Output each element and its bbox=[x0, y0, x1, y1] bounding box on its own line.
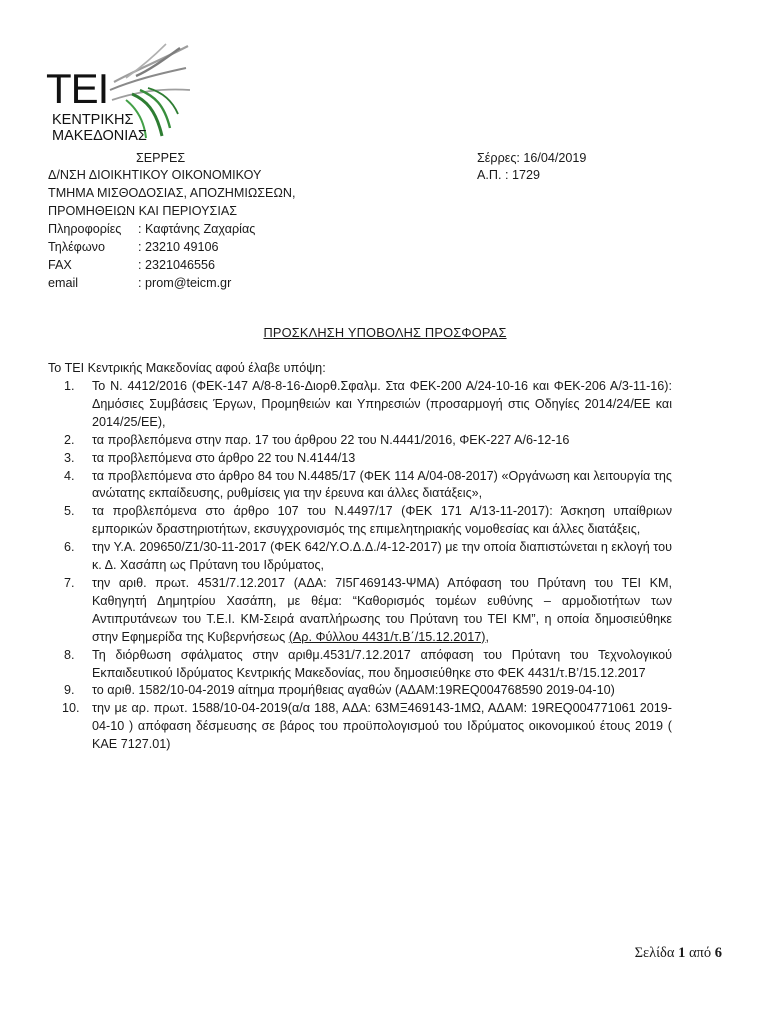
list-item-text: τα προβλεπόμενα στο άρθρο 84 του Ν.4485/17 (ΦΕΚ 114 Α/04-08-2017) «Οργάνωση και λειτουργία της ανώτατης εκπαίδευσης, ρυθμίσεις για την έρευνα και άλλες διατάξεις», bbox=[92, 468, 672, 501]
list-item-text: το αριθ. 1582/10-04-2019 αίτημα προμήθειας αγαθών (ΑΔΑΜ:19REQ004768590 2019-04-10) bbox=[92, 683, 615, 698]
gazette-reference: (Αρ. Φύλλου 4431/τ.Β΄/15.12.2017) bbox=[288, 629, 486, 644]
page-number bbox=[635, 945, 722, 962]
list-item bbox=[48, 378, 672, 432]
list-item-number: 1. bbox=[64, 379, 75, 393]
list-item bbox=[48, 450, 672, 468]
list-item bbox=[48, 468, 672, 504]
list-item-text: τα προβλεπόμενα στην παρ. 17 του άρθρου 22 του Ν.4441/2016, ΦΕΚ-227 Α/6-12-16 bbox=[92, 432, 570, 447]
tei-logo bbox=[38, 40, 198, 152]
list-item-number: 10. bbox=[62, 701, 80, 716]
contact-email-value[interactable]: : prom@teicm.gr bbox=[138, 276, 232, 290]
contact-info-label: Πληροφορίες bbox=[48, 222, 122, 236]
logo-line-1: ΚΕΝΤΡΙΚΗΣ bbox=[52, 112, 134, 128]
page-word: Σελίδα bbox=[634, 945, 675, 961]
list-item-number: 3. bbox=[64, 450, 75, 465]
list-item-number: 7. bbox=[64, 575, 75, 590]
header-department-cont: ΠΡΟΜΗΘΕΙΩΝ ΚΑΙ ΠΕΡΙΟΥΣΙΑΣ bbox=[48, 204, 238, 218]
list-item-number: 9. bbox=[64, 683, 75, 698]
document-title: ΠΡΟΣΚΛΗΣΗ ΥΠΟΒΟΛΗΣ ΠΡΟΣΦΟΡΑΣ bbox=[263, 325, 507, 340]
list-item-text: Το Ν. 4412/2016 (ΦΕΚ-147 Α/8-8-16-Διορθ.Σφαλμ. Στα ΦΕΚ-200 Α/24-10-16 και ΦΕΚ-206 Α/3-11-16): Δημόσιες Συμβάσεις Έργων, Προμηθειών και Υπηρεσιών (προσαρμογή στις Οδηγίες 2014/24/ΕΕ και 2014/25/ΕΕ), bbox=[92, 379, 672, 429]
list-item-number: 4. bbox=[64, 468, 75, 483]
header-date: Σέρρες: 16/04/2019 bbox=[477, 151, 587, 165]
list-item-text: την αριθ. πρωτ. 4531/7.12.2017 (ΑΔΑ: 7Ι5Γ469143-ΨΜΑ) Απόφαση του Πρύτανη του ΤΕΙ ΚΜ, Καθηγητή Δημητρίου Χασάπη, με θέμα: “Καθορισμός τομέων ευθύνης – αρμοδιοτήτων των Αντιπρυτάνεων του Τ.Ε.Ι. ΚΜ-Σειρά αναπλήρωσης του Πρύτανη του ΤΕΙ ΚΜ”, η οποία δημοσιεύθηκε στην Εφημερίδα της Κυβερνήσεως bbox=[92, 575, 672, 644]
contact-phone-label: Τηλέφωνο bbox=[48, 240, 105, 254]
contact-phone-value: : 23210 49106 bbox=[138, 240, 219, 254]
list-item-number: 6. bbox=[64, 540, 75, 555]
considerations-list bbox=[48, 378, 672, 754]
list-item bbox=[48, 503, 672, 539]
contact-email-label: email bbox=[48, 276, 79, 290]
logo-mark: ΤΕΙ bbox=[46, 65, 109, 112]
list-item-text: Τη διόρθωση σφάλματος στην αριθμ.4531/7.12.2017 απόφαση του Πρύτανη του Τεχνολογικού Εκπαιδευτικού Ιδρύματος Κεντρικής Μακεδονίας, που δημοσιεύθηκε στο ΦΕΚ 4431/τ.Β’/15.12.2017 bbox=[92, 647, 672, 680]
list-item bbox=[48, 682, 672, 700]
header-department: ΤΜΗΜΑ ΜΙΣΘΟΔΟΣΙΑΣ, ΑΠΟΖΗΜΙΩΣΕΩΝ, bbox=[48, 186, 296, 200]
logo-line-2: ΜΑΚΕΔΟΝΙΑΣ bbox=[52, 128, 147, 144]
list-item bbox=[48, 647, 672, 683]
header-protocol-number: Α.Π. : 1729 bbox=[477, 168, 541, 182]
intro-text: Το ΤΕΙ Κεντρικής Μακεδονίας αφού έλαβε υπόψη: bbox=[48, 361, 326, 375]
contact-fax-label: FAX bbox=[48, 258, 72, 272]
list-item-text-container bbox=[92, 575, 672, 647]
list-item-number: 2. bbox=[64, 432, 75, 447]
contact-fax-value: : 2321046556 bbox=[138, 258, 216, 272]
list-item bbox=[48, 575, 672, 647]
list-item-number: 5. bbox=[64, 504, 75, 519]
page-total: 6 bbox=[714, 945, 722, 961]
list-item-number: 8. bbox=[64, 647, 75, 662]
list-item-text: την Υ.Α. 209650/Ζ1/30-11-2017 (ΦΕΚ 642/Υ.Ο.Δ.Δ./4-12-2017) με την οποία διαπιστώνεται η εκλογή του κ. Δ. Χασάπη ως Πρύτανη του Ιδρύματος, bbox=[92, 540, 672, 573]
header-city: ΣΕΡΡΕΣ bbox=[136, 151, 186, 165]
list-item-text: τα προβλεπόμενα στο άρθρο 107 του Ν.4497/17 (ΦΕΚ 171 Α/13-11-2017): Άσκηση υπαίθριων εμπορικών δραστηριοτήτων, εκσυγχρονισμός της επιμελητηριακής νομοθεσίας και άλλες διατάξεις, bbox=[92, 504, 672, 537]
list-item bbox=[48, 432, 672, 450]
of-word: από bbox=[688, 945, 712, 961]
list-item bbox=[48, 700, 672, 754]
list-item-text-tail: , bbox=[485, 629, 489, 644]
list-item bbox=[48, 539, 672, 575]
list-item-text: την με αρ. πρωτ. 1588/10-04-2019(α/α 188, ΑΔΑ: 63ΜΞ469143-1ΜΩ, ΑΔΑΜ: 19REQ004771061 2019-04-10 ) απόφαση δέσμευσης σε βάρος του προϋπολογισμού του Ιδρύματος οικονομικού έτους 2019 ( ΚΑΕ 7127.01) bbox=[92, 701, 672, 752]
header-directorate: Δ/ΝΣΗ ΔΙΟΙΚΗΤΙΚΟΥ ΟΙΚΟΝΟΜΙΚΟΥ bbox=[48, 168, 262, 182]
contact-info-value: : Καφτάνης Ζαχαρίας bbox=[138, 222, 256, 236]
page-current: 1 bbox=[678, 945, 686, 961]
list-item-text: τα προβλεπόμενα στο άρθρο 22 του Ν.4144/13 bbox=[92, 450, 356, 465]
